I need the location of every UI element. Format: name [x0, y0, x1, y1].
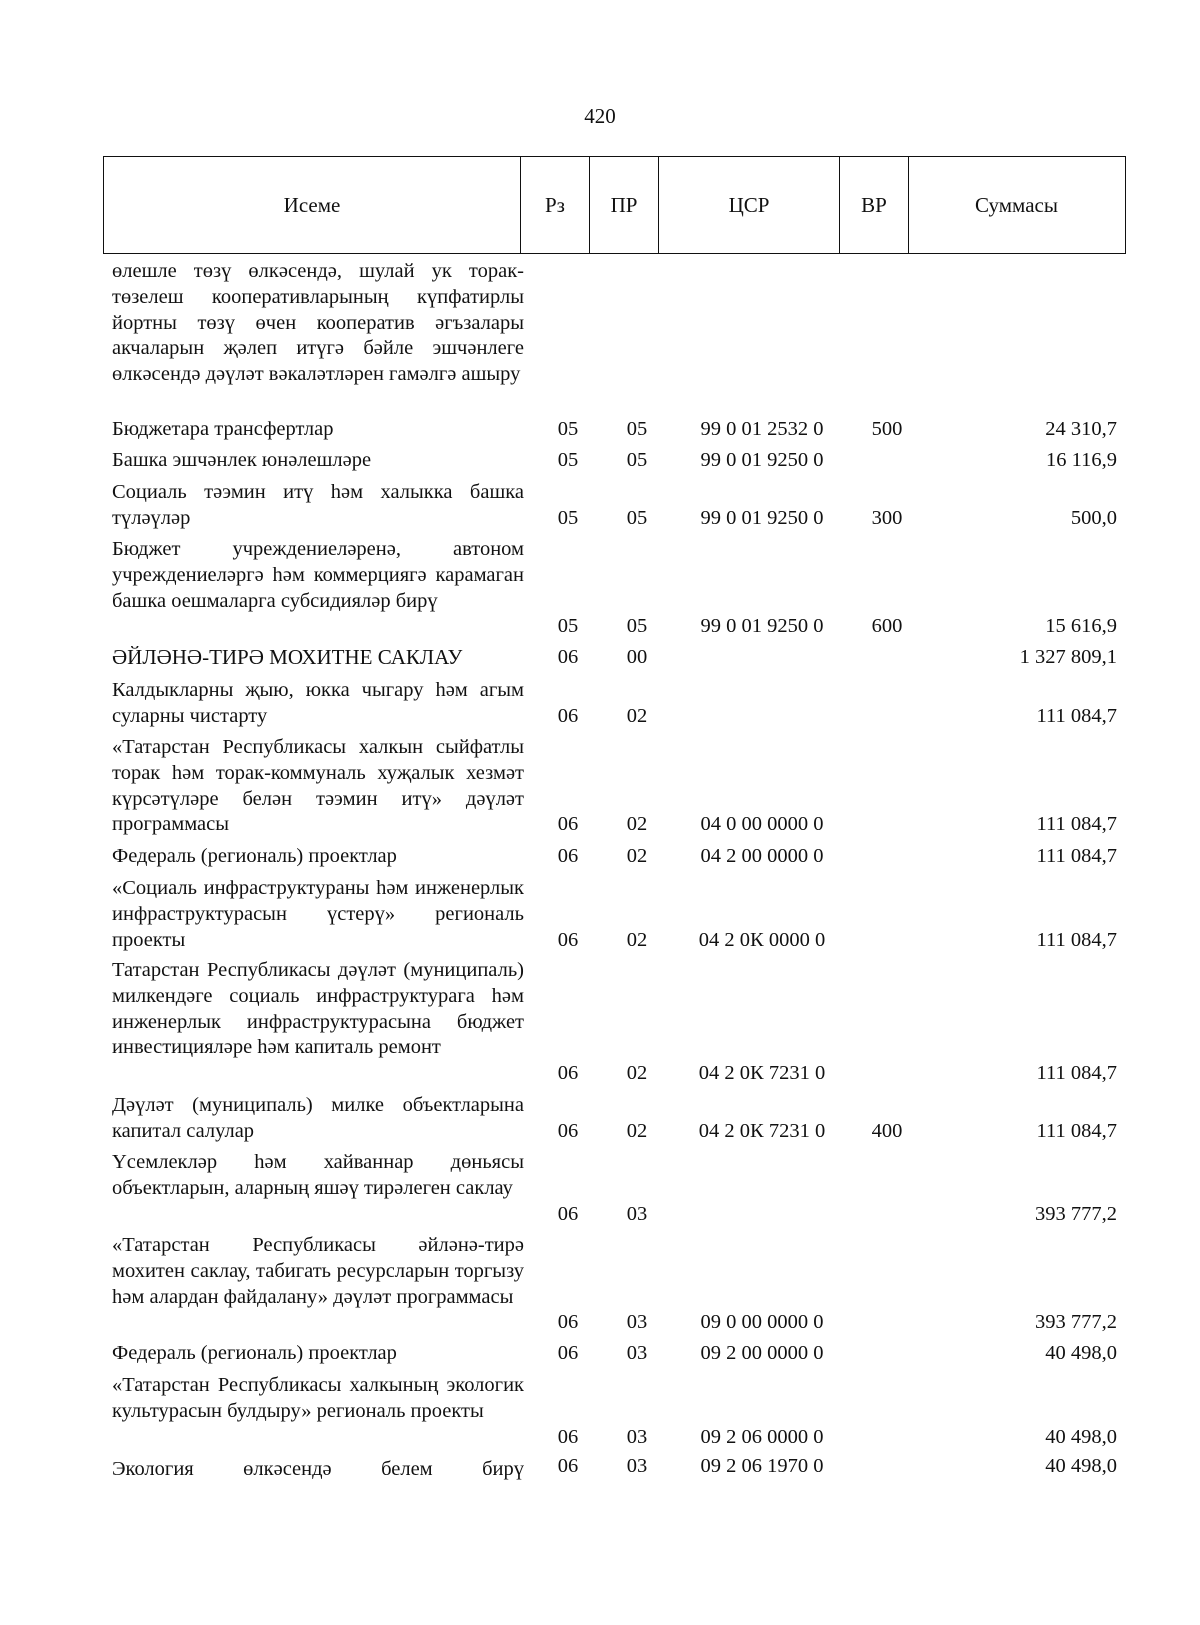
row-vr: 400 [871, 1119, 903, 1142]
row-pr: 05 [626, 506, 648, 529]
header-pr: ПР [589, 157, 658, 253]
row-pr: 03 [626, 1455, 648, 1477]
row-pr: 05 [626, 615, 648, 638]
row-rz: 06 [557, 1311, 579, 1334]
header-rz: Рз [520, 157, 589, 253]
row-pr: 03 [626, 1342, 648, 1364]
row-vr: 600 [871, 615, 903, 638]
row-name: Үсемлекләр һәм хайваннар дөньясы объектларын, аларның яшәү тирәлеген саклау [112, 1151, 524, 1199]
row-name: Федераль (региональ) проектлар [112, 1342, 397, 1364]
row-rz: 05 [557, 506, 579, 529]
row-csr: 04 0 00 0000 0 [700, 813, 824, 836]
row-sum: 16 116,9 [1046, 449, 1117, 471]
row-rz: 06 [557, 928, 579, 951]
row-name: Калдыкларны җыю, юкка чыгару һәм агым суларны чистарту [112, 679, 524, 727]
row-csr: 04 2 0К 7231 0 [698, 1119, 826, 1142]
row-rz: 06 [557, 1455, 579, 1477]
row-pr: 02 [626, 1062, 648, 1085]
row-name: «Татарстан Республикасы әйләнә-тирә мохитен саклау, табигать ресурсларын торгызу һәм алардан файдалану» дәүләт программасы [112, 1234, 524, 1308]
row-sum: 40 498,0 [1045, 1455, 1117, 1477]
row-rz: 06 [557, 1342, 579, 1364]
row-name: «Татарстан Республикасы халкының экологик культурасын булдыру» региональ проекты [112, 1374, 524, 1422]
row-rz: 06 [557, 1202, 579, 1225]
row-rz: 06 [557, 1119, 579, 1142]
row-csr: 99 0 01 2532 0 [700, 418, 824, 440]
row-pr: 02 [626, 704, 648, 727]
row-name: өлешле төзү өлкәсендә, шулай ук торак-төзелеш кооперативларының күпфатирлы йортны төзү өчен кооператив әгъзалары акчаларын җәлеп итүгә бәйле эшчәнлеге өлкәсендә дәүләт вәкаләтләрен гамәлгә ашыру [112, 260, 524, 386]
row-pr: 03 [626, 1202, 648, 1225]
row-name: Башка эшчәнлек юнәлешләре [112, 449, 372, 471]
row-rz: 06 [557, 1062, 579, 1085]
row-csr: 99 0 01 9250 0 [700, 506, 824, 529]
row-pr: 00 [626, 646, 648, 668]
row-csr: 09 0 00 0000 0 [700, 1311, 824, 1334]
row-sum: 40 498,0 [1045, 1342, 1117, 1364]
row-sum: 40 498,0 [1045, 1425, 1117, 1448]
row-sum: 111 084,7 [1036, 845, 1117, 867]
row-csr: 99 0 01 9250 0 [700, 449, 824, 471]
row-csr: 04 2 00 0000 0 [700, 845, 824, 867]
row-name: ӘЙЛӘНӘ-ТИРӘ МОХИТНЕ САКЛАУ [112, 645, 463, 669]
row-sum: 24 310,7 [1045, 418, 1117, 440]
row-pr: 05 [626, 449, 648, 471]
row-pr: 03 [626, 1425, 648, 1448]
row-csr: 09 2 00 0000 0 [700, 1342, 824, 1364]
row-sum: 111 084,7 [1036, 928, 1117, 951]
row-pr: 02 [626, 813, 648, 836]
row-vr: 500 [871, 418, 903, 440]
row-pr: 03 [626, 1311, 648, 1334]
header-name: Исеме [283, 192, 341, 217]
row-csr: 09 2 06 1970 0 [700, 1455, 824, 1477]
page-number: 420 [584, 104, 616, 128]
row-name: «Социаль инфраструктураны һәм инженерлык инфраструктурасын үстерү» региональ проекты [112, 877, 524, 951]
row-sum: 111 084,7 [1036, 1119, 1117, 1142]
row-rz: 06 [557, 1425, 579, 1448]
row-rz: 06 [557, 704, 579, 727]
row-sum: 111 084,7 [1036, 704, 1117, 727]
row-rz: 05 [557, 449, 579, 471]
row-sum: 393 777,2 [1035, 1311, 1117, 1334]
row-pr: 05 [626, 418, 648, 440]
header-sum: Суммасы [908, 157, 1124, 253]
row-sum: 111 084,7 [1036, 813, 1117, 836]
row-name: Экология өлкәсендә белем бирү [112, 1458, 524, 1480]
row-name: Федераль (региональ) проектлар [112, 845, 397, 867]
row-rz: 06 [557, 646, 579, 668]
row-csr: 04 2 0К 0000 0 [698, 928, 826, 951]
row-name: Бюджетара трансфертлар [112, 418, 334, 440]
row-sum: 500,0 [1070, 506, 1117, 529]
row-rz: 06 [557, 813, 579, 836]
row-name: Бюджет учреждениеләренә, автоном учреждениеләргә һәм коммерциягә карамаган башка оешмаларга субсидияләр бирү [112, 538, 524, 612]
row-name: Дәүләт (муниципаль) милке объектларына капитал салулар [112, 1094, 524, 1142]
row-rz: 05 [557, 615, 579, 638]
row-pr: 02 [626, 928, 648, 951]
row-sum: 1 327 809,1 [1019, 646, 1117, 668]
row-csr: 99 0 01 9250 0 [700, 615, 824, 638]
row-name: «Татарстан Республикасы халкын сыйфатлы торак һәм торак-коммуналь хуҗалык хезмәт күрсәтүләре белән тәэмин итү» дәүләт программасы [112, 736, 524, 836]
row-sum: 393 777,2 [1035, 1202, 1117, 1225]
row-pr: 02 [626, 1119, 648, 1142]
row-pr: 02 [626, 845, 648, 867]
row-csr: 04 2 0К 7231 0 [698, 1062, 826, 1085]
row-sum: 15 616,9 [1045, 615, 1117, 638]
header-csr: ЦСР [658, 157, 839, 253]
header-vr: ВР [839, 157, 908, 253]
row-rz: 05 [557, 418, 579, 440]
row-vr: 300 [871, 506, 903, 529]
row-name: Татарстан Республикасы дәүләт (муниципаль) милкендәге социаль инфраструктурага һәм инженерлык инфраструктурасына бюджет инвестицияләре һәм капиталь ремонт [112, 959, 524, 1059]
row-sum: 111 084,7 [1036, 1062, 1117, 1085]
row-csr: 09 2 06 0000 0 [700, 1425, 824, 1448]
row-name: Социаль тәэмин итү һәм халыкка башка түләүләр [112, 481, 524, 529]
row-rz: 06 [557, 845, 579, 867]
